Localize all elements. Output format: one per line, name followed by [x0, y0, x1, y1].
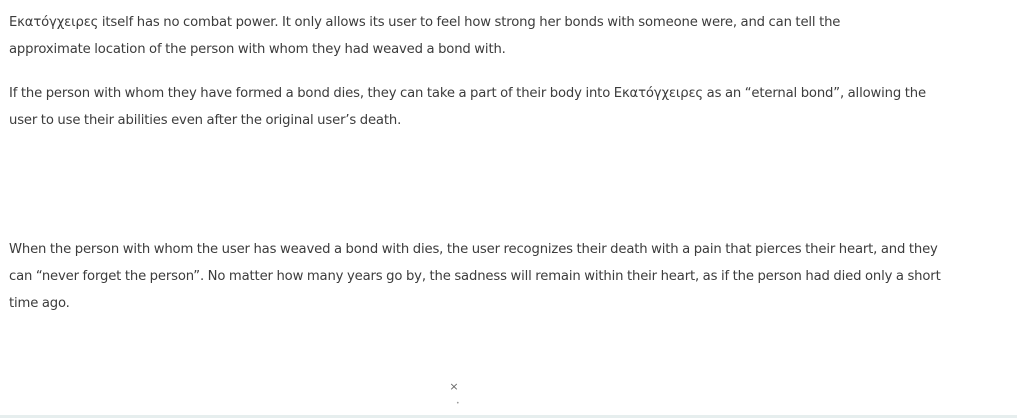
paragraph-death-effect: When the person with whom the user has weaved a bond with dies, the user recognizes their death with a pain that pierces their heart, and they can “never forget the person”. No matter how many years go by, the sadness will remain within their heart, as if the person had died only a short time ago. — [9, 242, 941, 311]
paragraph-intro: Εκατόγχειρες itself has no combat power. It only allows its user to feel how strong her bonds with someone were, and can tell the approximate location of the person with whom they had weaved a bond with. — [9, 15, 841, 57]
close-icon[interactable]: × — [449, 380, 459, 393]
paragraph-eternal-bond: If the person with whom they have formed a bond dies, they can take a part of their body into Εκατόγχειρες as an “eternal bond”, allowing the user to use their abilities even after the original user’s death. — [9, 86, 926, 128]
dot-icon: • — [456, 400, 460, 407]
